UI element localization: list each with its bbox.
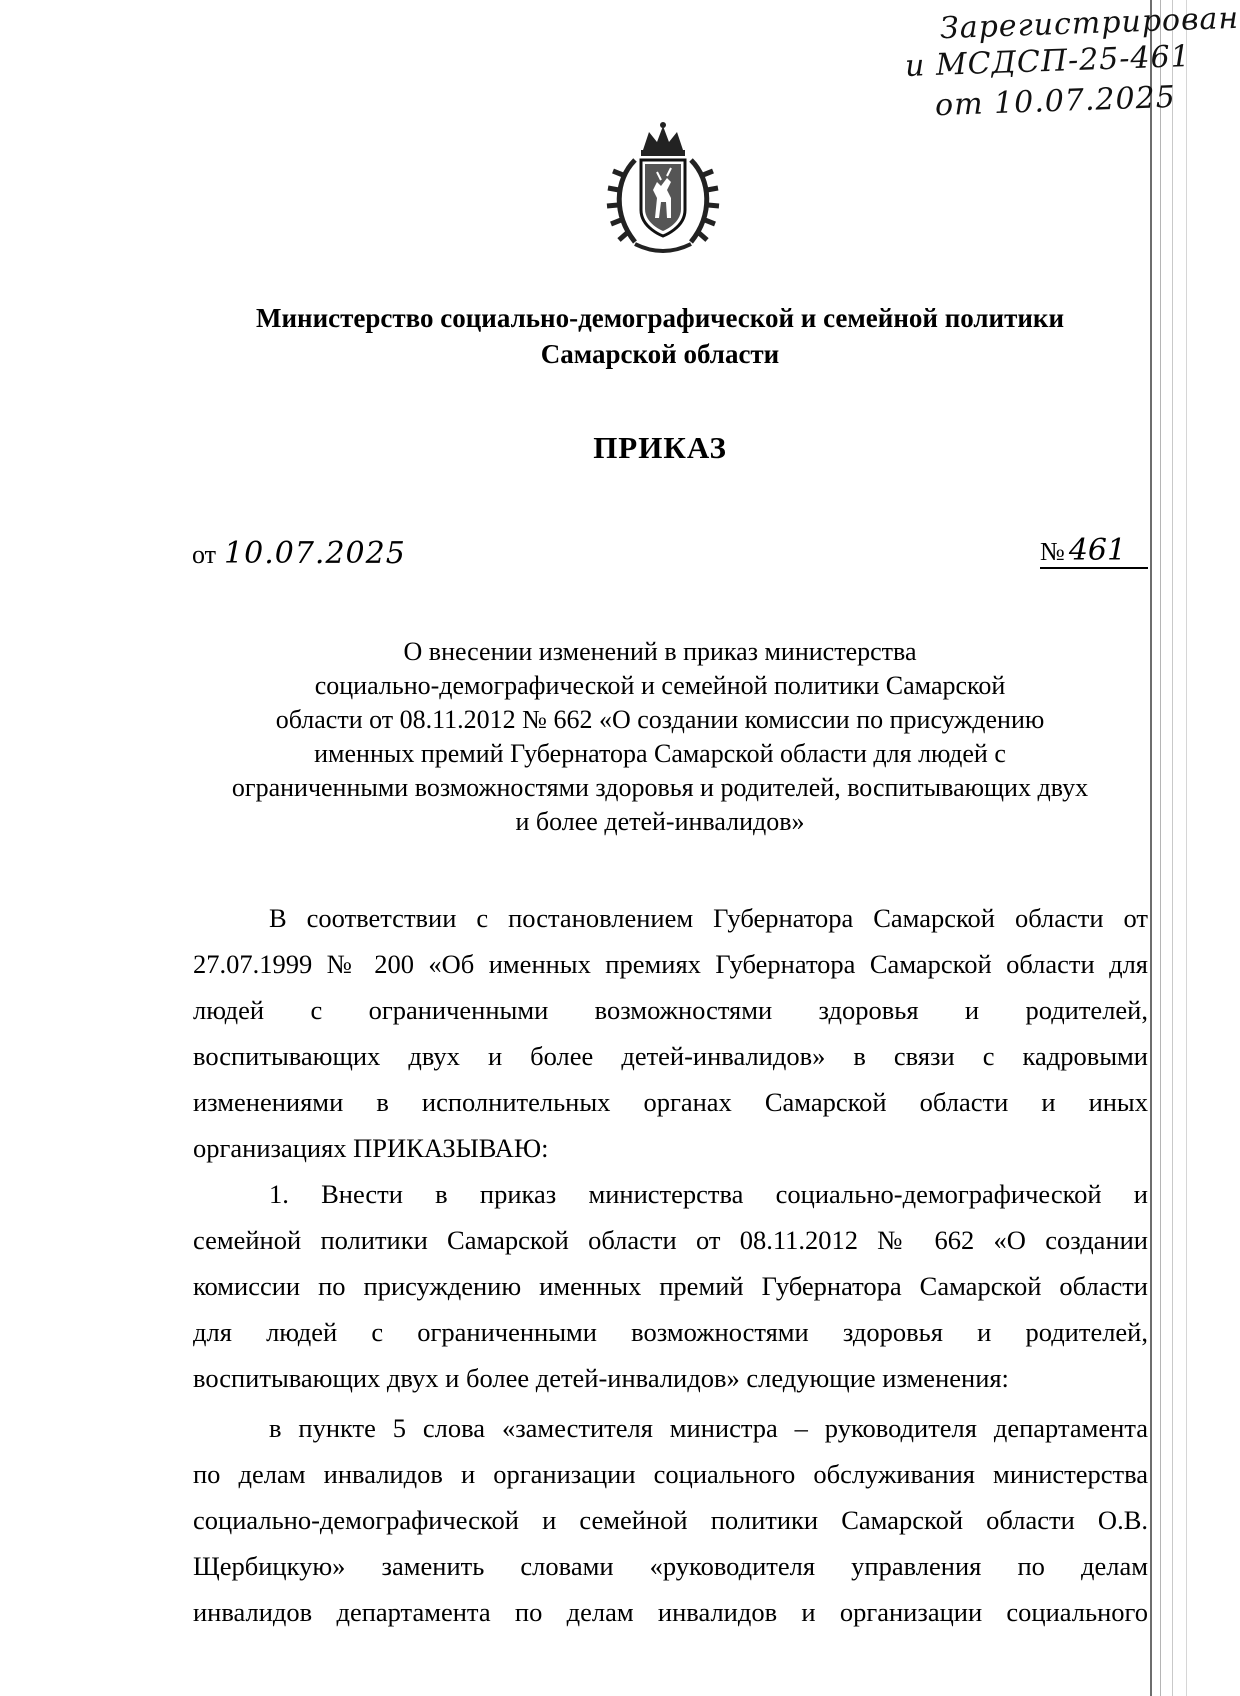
body-line: воспитывающих двух и более детей-инвалидов» следующие изменения:	[193, 1363, 1009, 1393]
body-line: инвалидов департамента по делам инвалидов и организации социального	[193, 1597, 1148, 1627]
registration-note-line-1: Зарегистрирован	[939, 0, 1240, 47]
subject-line: О внесении изменений в приказ министерства	[403, 637, 917, 666]
scan-edge-line	[1186, 0, 1187, 1696]
order-title: ПРИКАЗ	[593, 430, 727, 465]
body-line: по делам инвалидов и организации социального обслуживания министерства	[193, 1459, 1148, 1489]
registration-note-line-3: от 10.07.2025	[934, 79, 1177, 124]
scan-edge-line	[1172, 0, 1173, 1696]
subject-line: социально-демографической и семейной политики Самарской	[314, 671, 1006, 700]
registration-note-line-2: и МСДСП-25-461	[904, 39, 1192, 84]
body-line: 27.07.1999 № 200 «Об именных премиях Губернатора Самарской области для	[193, 949, 1148, 979]
body-line: для людей с ограниченными возможностями здоровья и родителей,	[193, 1317, 1148, 1347]
number-prefix: №	[1040, 537, 1065, 566]
ministry-name-line-1: Министерство социально-демографической и семейной политики	[255, 303, 1065, 333]
subject-line: ограниченными возможностями здоровья и родителей, воспитывающих двух	[231, 773, 1089, 802]
order-number	[1040, 533, 1148, 569]
scan-edge-line	[1160, 0, 1161, 1696]
body-line: изменениями в исполнительных органах Самарской области и иных	[193, 1087, 1148, 1117]
number-value: 461	[1068, 533, 1127, 568]
coat-of-arms-icon	[605, 120, 721, 260]
subject-line: и более детей-инвалидов»	[515, 807, 805, 836]
body-line: Щербицкую» заменить словами «руководителя управления по делам	[193, 1551, 1148, 1581]
body-line: комиссии по присуждению именных премий Губернатора Самарской области	[193, 1271, 1148, 1301]
order-subject	[180, 635, 1140, 839]
body-line: В соответствии с постановлением Губернатора Самарской области от	[269, 903, 1148, 933]
body-line: воспитывающих двух и более детей-инвалидов» в связи с кадровыми	[193, 1041, 1148, 1071]
body-line: 1. Внести в приказ министерства социально-демографической и	[269, 1179, 1148, 1209]
ministry-name	[160, 300, 1160, 372]
ministry-name-line-2: Самарской области	[540, 339, 780, 369]
subject-line: именных премий Губернатора Самарской области для людей с	[314, 739, 1006, 768]
body-line: в пункте 5 слова «заместителя министра – руководителя департамента	[269, 1413, 1148, 1443]
date-value: 10.07.2025	[224, 536, 406, 571]
subject-line: области от 08.11.2012 № 662 «О создании комиссии по присуждению	[275, 705, 1045, 734]
body-line: семейной политики Самарской области от 08.11.2012 № 662 «О создании	[193, 1225, 1148, 1255]
order-date	[192, 536, 406, 571]
date-prefix: от	[192, 540, 217, 569]
body-line: социально-демографической и семейной политики Самарской области О.В.	[193, 1505, 1148, 1535]
body-line: организациях ПРИКАЗЫВАЮ:	[193, 1133, 549, 1163]
body-line: людей с ограниченными возможностями здоровья и родителей,	[193, 995, 1148, 1025]
scan-edge-line	[1150, 0, 1152, 1696]
